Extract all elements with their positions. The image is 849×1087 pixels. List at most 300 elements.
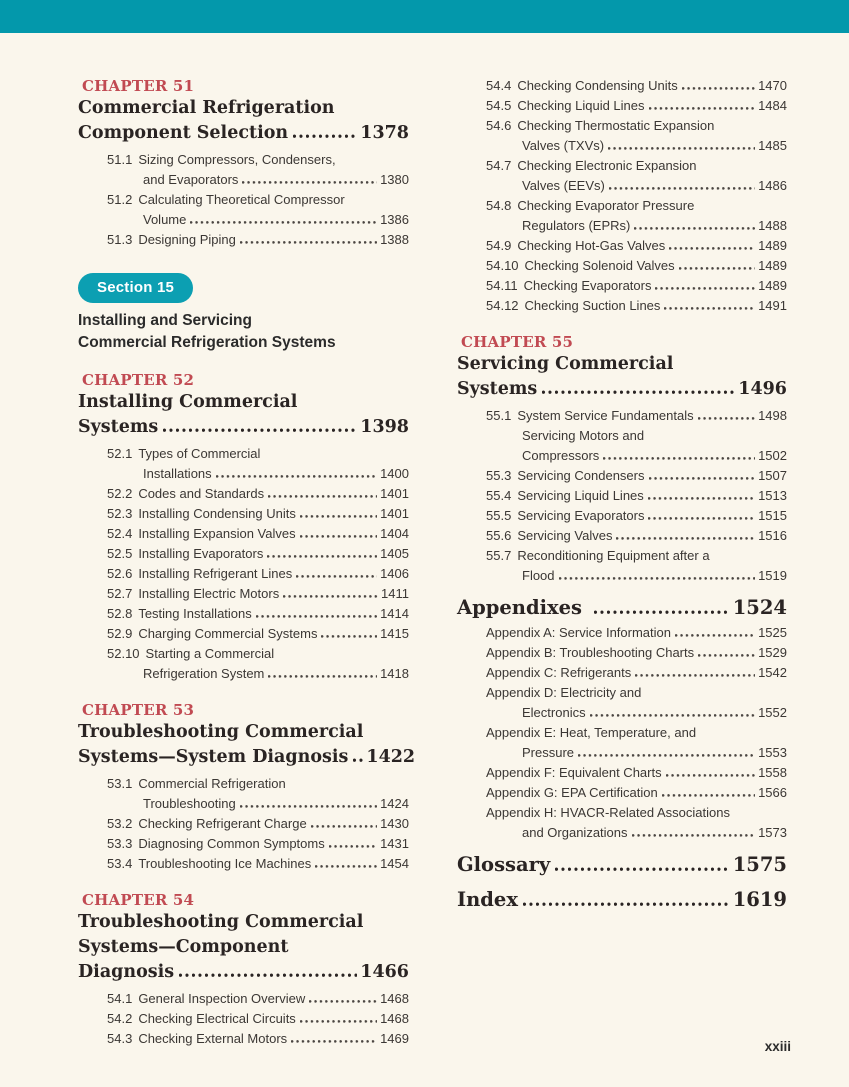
- toc-entry-line: [107, 564, 409, 584]
- entry-page-number: 1400: [380, 466, 409, 481]
- dot-leader: [609, 185, 755, 190]
- entry-number: 55.1: [486, 408, 512, 423]
- entry-text: and Organizations: [522, 825, 628, 840]
- page-number-footer: xxiii: [764, 1039, 791, 1054]
- dot-leader: [190, 219, 377, 224]
- toc-entry-line: [486, 763, 787, 783]
- dot-leader: [242, 179, 377, 184]
- toc-entry: [486, 296, 787, 316]
- chapter-title-line: [78, 390, 409, 415]
- toc-entry-line: [486, 486, 787, 506]
- entry-text: Regulators (EPRs): [522, 218, 631, 233]
- toc-major-entry: [457, 851, 787, 878]
- entry-page-number: 1485: [758, 138, 787, 153]
- entry-page-number: 1468: [380, 991, 409, 1006]
- entry-number: 51.3: [107, 232, 133, 247]
- dot-leader: [329, 843, 377, 848]
- chapter-title-text: Systems—Component: [78, 937, 289, 957]
- toc-entry: [486, 256, 787, 276]
- entry-number: 52.8: [107, 606, 133, 621]
- toc-entry: [486, 623, 787, 643]
- toc-entry-line: [522, 446, 787, 466]
- toc-entry-line: [107, 834, 409, 854]
- dot-leader: [655, 285, 755, 290]
- dot-leader: [662, 792, 755, 797]
- toc-entry-line: [486, 96, 787, 116]
- entry-text: Reconditioning Equipment after a: [517, 548, 710, 563]
- toc-entry-line: [486, 783, 787, 803]
- toc-entry-line: [522, 216, 787, 236]
- toc-entry-line: [486, 663, 787, 683]
- chapter-page-number: 1378: [360, 123, 409, 143]
- toc-entry: [486, 156, 787, 196]
- toc-entry: [107, 604, 409, 624]
- section-title: [78, 310, 409, 354]
- chapter-block: [78, 76, 409, 250]
- toc-entry-line: [486, 643, 787, 663]
- entry-page-number: 1430: [380, 816, 409, 831]
- entry-text: Appendix D: Electricity and: [486, 685, 642, 700]
- dot-leader: [594, 608, 730, 614]
- toc-entry: [107, 584, 409, 604]
- toc-entry-line: [107, 604, 409, 624]
- entry-text: Installing Evaporators: [138, 546, 264, 561]
- chapter-title-line: [78, 720, 409, 745]
- toc-entry-list: [486, 623, 787, 843]
- toc-entry: [486, 663, 787, 683]
- dot-leader: [634, 225, 755, 230]
- toc-entry-line: [486, 276, 787, 296]
- entry-text: Charging Commercial Systems: [138, 626, 318, 641]
- chapter-title-line: [78, 121, 409, 146]
- dot-leader: [635, 672, 755, 677]
- dot-leader: [664, 305, 755, 310]
- entry-text: Appendix H: HVACR-Related Associations: [486, 805, 730, 820]
- toc-entry-line: [486, 256, 787, 276]
- entry-text: Installing Refrigerant Lines: [138, 566, 293, 581]
- chapter-title: [78, 910, 409, 985]
- chapter-title-line: [78, 96, 409, 121]
- dot-leader: [283, 593, 378, 598]
- entry-text: Starting a Commercial: [145, 646, 275, 661]
- toc-right-column: [457, 76, 787, 915]
- toc-entry: [486, 466, 787, 486]
- toc-entry-list: [107, 150, 409, 250]
- entry-text: Diagnosing Common Symptoms: [138, 836, 325, 851]
- entry-number: 55.3: [486, 468, 512, 483]
- toc-entry-line: [107, 774, 409, 794]
- entry-text: and Evaporators: [143, 172, 239, 187]
- entry-text: Codes and Standards: [138, 486, 265, 501]
- entry-text: Checking Refrigerant Charge: [138, 816, 307, 831]
- entry-text: Electronics: [522, 705, 586, 720]
- dot-leader: [321, 633, 377, 638]
- toc-entry: [486, 723, 787, 763]
- entry-page-number: 1380: [380, 172, 409, 187]
- major-entry-page-number: 1619: [732, 888, 787, 911]
- major-entry-line: [457, 594, 787, 621]
- entry-number: 53.3: [107, 836, 133, 851]
- toc-major-entry: [457, 886, 787, 913]
- entry-text: Checking External Motors: [138, 1031, 288, 1046]
- entry-number: 53.4: [107, 856, 133, 871]
- entry-text: Servicing Liquid Lines: [517, 488, 644, 503]
- entry-number: 54.12: [486, 298, 519, 313]
- entry-number: 52.10: [107, 646, 140, 661]
- chapter-label: CHAPTER 52: [82, 371, 195, 389]
- chapter-title: [78, 390, 409, 440]
- toc-entry-line: [107, 544, 409, 564]
- entry-page-number: 1401: [380, 506, 409, 521]
- entry-page-number: 1513: [758, 488, 787, 503]
- entry-page-number: 1489: [758, 258, 787, 273]
- major-entry-line: [457, 886, 787, 913]
- toc-entry: [107, 854, 409, 874]
- chapter-label: CHAPTER 53: [82, 701, 195, 719]
- entry-number: 55.5: [486, 508, 512, 523]
- top-accent-bar: [0, 0, 849, 33]
- section-title-line: Installing and Servicing: [78, 312, 252, 329]
- toc-entry-list: [107, 774, 409, 874]
- entry-text: Checking Evaporators: [523, 278, 652, 293]
- entry-page-number: 1525: [758, 625, 787, 640]
- chapter-title: [78, 96, 409, 146]
- entry-text: Troubleshooting Ice Machines: [138, 856, 312, 871]
- entry-page-number: 1468: [380, 1011, 409, 1026]
- entry-text: Appendix E: Heat, Temperature, and: [486, 725, 697, 740]
- entry-number: 54.9: [486, 238, 512, 253]
- dot-leader: [268, 493, 377, 498]
- dot-leader: [179, 971, 357, 977]
- chapter-title-line: [78, 910, 409, 935]
- toc-entry: [486, 803, 787, 843]
- dot-leader: [293, 132, 357, 138]
- entry-page-number: 1470: [758, 78, 787, 93]
- entry-number: 52.2: [107, 486, 133, 501]
- toc-entry-list: [486, 406, 787, 586]
- chapter-title-text: Servicing Commercial: [457, 354, 674, 374]
- chapter-title: [457, 352, 787, 402]
- toc-entry: [486, 486, 787, 506]
- entry-text: Checking Solenoid Valves: [524, 258, 675, 273]
- toc-entry-line: [143, 464, 409, 484]
- toc-entry-line: [486, 526, 787, 546]
- entry-text: Checking Suction Lines: [524, 298, 661, 313]
- entry-page-number: 1552: [758, 705, 787, 720]
- entry-number: 54.2: [107, 1011, 133, 1026]
- entry-text: General Inspection Overview: [138, 991, 306, 1006]
- toc-entry: [107, 444, 409, 484]
- dot-leader: [632, 832, 756, 837]
- toc-entry-line: [486, 546, 787, 566]
- entry-number: 54.11: [486, 278, 518, 293]
- toc-entry-line: [486, 506, 787, 526]
- toc-entry: [107, 644, 409, 684]
- toc-entry-line: [107, 989, 409, 1009]
- entry-text: Checking Hot-Gas Valves: [517, 238, 666, 253]
- toc-entry-line: [486, 406, 787, 426]
- entry-number: 53.1: [107, 776, 133, 791]
- toc-entry-line: [143, 794, 409, 814]
- dot-leader: [256, 613, 377, 618]
- entry-text: Appendix F: Equivalent Charts: [486, 765, 662, 780]
- entry-number: 52.7: [107, 586, 133, 601]
- toc-entry-line: [486, 156, 787, 176]
- dot-leader: [616, 535, 755, 540]
- entry-page-number: 1515: [758, 508, 787, 523]
- entry-text: Designing Piping: [138, 232, 236, 247]
- toc-entry: [107, 230, 409, 250]
- entry-number: 54.4: [486, 78, 512, 93]
- entry-text: Valves (EEVs): [522, 178, 605, 193]
- entry-text: Sizing Compressors, Condensers,: [138, 152, 336, 167]
- chapter-title-line: [78, 960, 409, 985]
- dot-leader: [240, 803, 377, 808]
- toc-entry: [107, 524, 409, 544]
- chapter-label: CHAPTER 55: [461, 333, 574, 351]
- toc-entry-line: [486, 803, 787, 823]
- dot-leader: [648, 515, 755, 520]
- entry-text: Servicing Valves: [517, 528, 613, 543]
- toc-entry: [486, 546, 787, 586]
- section-block: [78, 273, 409, 354]
- toc-entry: [107, 834, 409, 854]
- toc-entry-line: [107, 150, 409, 170]
- dot-leader: [682, 85, 755, 90]
- entry-number: 51.2: [107, 192, 133, 207]
- chapter-page-number: 1398: [360, 417, 409, 437]
- toc-entry: [107, 564, 409, 584]
- toc-entry-line: [486, 76, 787, 96]
- chapter-page-number: 1496: [738, 379, 787, 399]
- entry-page-number: 1484: [758, 98, 787, 113]
- entry-number: 55.6: [486, 528, 512, 543]
- toc-entry-line: [522, 566, 787, 586]
- entry-text: Refrigeration System: [143, 666, 265, 681]
- entry-page-number: 1469: [380, 1031, 409, 1046]
- entry-text: Servicing Condensers: [517, 468, 645, 483]
- toc-entry-line: [107, 190, 409, 210]
- entry-text: Installing Condensing Units: [138, 506, 296, 521]
- entry-text: Appendix C: Refrigerants: [486, 665, 632, 680]
- entry-page-number: 1486: [758, 178, 787, 193]
- toc-entry-line: [143, 664, 409, 684]
- entry-page-number: 1529: [758, 645, 787, 660]
- chapter-page-number: 1422: [366, 747, 416, 767]
- dot-leader: [698, 652, 755, 657]
- toc-entry: [486, 76, 787, 96]
- entry-text: Servicing Evaporators: [517, 508, 645, 523]
- chapter-title-line: [457, 377, 787, 402]
- entry-page-number: 1507: [758, 468, 787, 483]
- toc-entry: [486, 643, 787, 663]
- entry-text: Checking Thermostatic Expansion: [517, 118, 715, 133]
- chapter-title-line: [457, 352, 787, 377]
- toc-entry-line: [486, 723, 787, 743]
- dot-leader: [163, 426, 357, 432]
- toc-entry: [486, 763, 787, 783]
- toc-entry-line: [107, 444, 409, 464]
- toc-entry-line: [107, 1009, 409, 1029]
- dot-leader: [311, 823, 377, 828]
- dot-leader: [559, 575, 756, 580]
- entry-number: 52.9: [107, 626, 133, 641]
- toc-entry: [107, 504, 409, 524]
- dot-leader: [542, 388, 735, 394]
- toc-entry-line: [522, 426, 787, 446]
- toc-entry-line: [522, 176, 787, 196]
- chapter-continuation-block: [457, 76, 787, 316]
- dot-leader: [608, 145, 755, 150]
- chapter-title-text: Installing Commercial: [78, 392, 298, 412]
- toc-entry-line: [107, 524, 409, 544]
- toc-entry: [486, 96, 787, 116]
- entry-text: Checking Condensing Units: [517, 78, 678, 93]
- toc-entry: [486, 196, 787, 236]
- major-entry-page-number: 1575: [732, 853, 787, 876]
- dot-leader: [649, 105, 756, 110]
- toc-entry-line: [107, 230, 409, 250]
- toc-entry: [486, 426, 787, 466]
- entry-text: System Service Fundamentals: [517, 408, 694, 423]
- entry-number: 54.5: [486, 98, 512, 113]
- toc-entry: [107, 814, 409, 834]
- entry-page-number: 1415: [380, 626, 409, 641]
- toc-entry-line: [486, 683, 787, 703]
- chapter-title-text: Diagnosis: [78, 962, 175, 982]
- entry-page-number: 1388: [380, 232, 409, 247]
- dot-leader: [300, 513, 377, 518]
- dot-leader: [669, 245, 755, 250]
- dot-leader: [666, 772, 755, 777]
- dot-leader: [291, 1038, 377, 1043]
- chapter-title-text: Systems—System Diagnosis: [78, 747, 349, 767]
- toc-entry: [107, 989, 409, 1009]
- toc-entry: [486, 683, 787, 723]
- entry-number: 53.2: [107, 816, 133, 831]
- toc-entry: [107, 774, 409, 814]
- entry-text: Checking Liquid Lines: [517, 98, 645, 113]
- dot-leader: [679, 265, 755, 270]
- toc-entry-list: [486, 76, 787, 316]
- toc-entry-line: [107, 504, 409, 524]
- chapter-label: CHAPTER 54: [82, 891, 195, 909]
- entry-text: Checking Electrical Circuits: [138, 1011, 296, 1026]
- entry-text: Volume: [143, 212, 187, 227]
- dot-leader: [240, 239, 377, 244]
- toc-entry-line: [486, 296, 787, 316]
- chapter-title-text: Systems: [78, 417, 159, 437]
- toc-entry-list: [107, 444, 409, 684]
- entry-number: 54.7: [486, 158, 512, 173]
- dot-leader: [267, 553, 377, 558]
- entry-text: Pressure: [522, 745, 575, 760]
- chapter-page-number: 1466: [360, 962, 409, 982]
- toc-entry-line: [143, 170, 409, 190]
- major-entry-line: [457, 851, 787, 878]
- entry-page-number: 1406: [380, 566, 409, 581]
- chapter-title-text: Systems: [457, 379, 538, 399]
- toc-entry: [486, 116, 787, 156]
- entry-number: 55.7: [486, 548, 512, 563]
- entry-page-number: 1519: [758, 568, 787, 583]
- dot-leader: [648, 495, 755, 500]
- dot-leader: [300, 533, 377, 538]
- entry-page-number: 1489: [758, 238, 787, 253]
- major-entry-title: Glossary: [457, 853, 551, 876]
- section-title-line: Commercial Refrigeration Systems: [78, 334, 336, 351]
- toc-entry: [107, 544, 409, 564]
- major-entry-page-number: 1524: [732, 596, 787, 619]
- dot-leader: [555, 865, 729, 871]
- toc-major-entry: [457, 594, 787, 843]
- toc-entry: [486, 276, 787, 296]
- entry-number: 52.3: [107, 506, 133, 521]
- entry-text: Types of Commercial: [138, 446, 261, 461]
- toc-entry-line: [522, 823, 787, 843]
- entry-page-number: 1566: [758, 785, 787, 800]
- entry-page-number: 1411: [381, 586, 409, 601]
- entry-page-number: 1454: [380, 856, 409, 871]
- entry-number: 54.10: [486, 258, 519, 273]
- toc-entry-line: [486, 196, 787, 216]
- entry-page-number: 1542: [758, 665, 787, 680]
- entry-page-number: 1386: [380, 212, 409, 227]
- entry-text: Commercial Refrigeration: [138, 776, 286, 791]
- entry-number: 52.4: [107, 526, 133, 541]
- toc-entry-line: [486, 623, 787, 643]
- chapter-title: [78, 720, 416, 770]
- chapter-block: [78, 890, 409, 1049]
- dot-leader: [578, 752, 755, 757]
- entry-number: 54.8: [486, 198, 512, 213]
- entry-page-number: 1414: [380, 606, 409, 621]
- toc-entry-line: [107, 854, 409, 874]
- entry-text: Installing Electric Motors: [138, 586, 280, 601]
- entry-page-number: 1558: [758, 765, 787, 780]
- dot-leader: [649, 475, 756, 480]
- toc-entry: [107, 190, 409, 230]
- entry-text: Calculating Theoretical Compressor: [138, 192, 345, 207]
- dot-leader: [296, 573, 377, 578]
- entry-number: 54.1: [107, 991, 133, 1006]
- entry-page-number: 1424: [380, 796, 409, 811]
- toc-entry-line: [107, 484, 409, 504]
- dot-leader: [590, 712, 756, 717]
- entry-text: Compressors: [522, 448, 600, 463]
- entry-page-number: 1553: [758, 745, 787, 760]
- entry-page-number: 1488: [758, 218, 787, 233]
- entry-text: Appendix B: Troubleshooting Charts: [486, 645, 695, 660]
- dot-leader: [603, 455, 755, 460]
- toc-entry-line: [486, 466, 787, 486]
- entry-number: 54.6: [486, 118, 512, 133]
- toc-entry: [486, 406, 787, 426]
- chapter-block: [78, 700, 416, 874]
- toc-entry-line: [486, 116, 787, 136]
- toc-entry: [107, 1029, 409, 1049]
- toc-entry-list: [107, 989, 409, 1049]
- chapter-title-text: Commercial Refrigeration: [78, 98, 335, 118]
- entry-number: 52.6: [107, 566, 133, 581]
- dot-leader: [216, 473, 377, 478]
- entry-text: Checking Evaporator Pressure: [517, 198, 695, 213]
- toc-entry: [107, 150, 409, 190]
- entry-page-number: 1401: [380, 486, 409, 501]
- entry-page-number: 1418: [380, 666, 409, 681]
- entry-text: Valves (TXVs): [522, 138, 605, 153]
- toc-entry-line: [486, 236, 787, 256]
